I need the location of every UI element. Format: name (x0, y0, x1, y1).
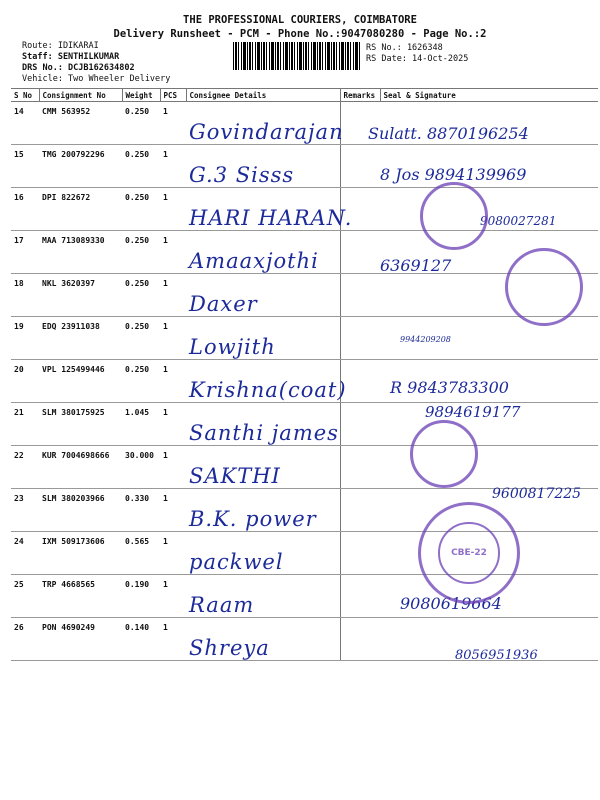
signature: 9944209208 (400, 335, 451, 344)
sno-cell: 15 (11, 145, 39, 188)
pcs-cell: 1 (160, 188, 186, 231)
signature: 9080027281 (480, 214, 557, 228)
handwritten-consignee: Krishna(coat) (189, 378, 347, 402)
handwritten-consignee: Shreya (189, 636, 270, 660)
staff-label: Staff: SENTHILKUMAR (22, 52, 120, 62)
sno-cell: 22 (11, 446, 39, 489)
sno-cell: 26 (11, 618, 39, 661)
remarks-cell (340, 446, 380, 489)
pcs-cell: 1 (160, 231, 186, 274)
handwritten-consignee: Santhi james (189, 421, 339, 445)
weight-cell: 0.250 (122, 360, 160, 403)
company-title: THE PROFESSIONAL COURIERS, COIMBATORE (183, 14, 417, 26)
consignee-cell (186, 446, 340, 489)
consignee-cell (186, 360, 347, 403)
remarks-cell (340, 489, 380, 532)
pcs-cell: 1 (160, 446, 186, 489)
barcode (233, 42, 361, 70)
consignment-cell: IXM 509173606 (39, 532, 122, 575)
table-row (11, 317, 598, 360)
consignment-cell: VPL 125499446 (39, 360, 122, 403)
weight-cell: 0.250 (122, 274, 160, 317)
col-pcs: PCS (160, 89, 186, 102)
weight-cell: 0.330 (122, 489, 160, 532)
route-label: Route: IDIKARAI (22, 41, 99, 51)
handwritten-consignee: Amaaxjothi (189, 249, 319, 273)
remarks-cell (340, 403, 380, 446)
consignment-cell: SLM 380203966 (39, 489, 122, 532)
signature: 8056951936 (455, 648, 538, 663)
weight-cell: 0.190 (122, 575, 160, 618)
consignment-cell: MAA 713089330 (39, 231, 122, 274)
consignment-cell: KUR 7004698666 (39, 446, 122, 489)
pcs-cell: 1 (160, 317, 186, 360)
remarks-cell (340, 618, 380, 661)
consignee-cell (186, 317, 340, 360)
handwritten-consignee: B.K. power (189, 507, 317, 531)
table-row (11, 446, 598, 489)
consignee-cell (186, 188, 353, 231)
handwritten-consignee: packwel (189, 550, 284, 574)
sno-cell: 21 (11, 403, 39, 446)
pcs-cell: 1 (160, 403, 186, 446)
stamp-text: CBE-22 (438, 522, 500, 584)
signature: 8 Jos 9894139969 (380, 165, 527, 184)
rs-date: RS Date: 14-Oct-2025 (366, 54, 469, 64)
sno-cell: 25 (11, 575, 39, 618)
handwritten-consignee: SAKTHI (189, 464, 281, 488)
consignee-cell (186, 145, 340, 188)
seal-stamp (420, 182, 488, 250)
consignment-cell: TMG 200792296 (39, 145, 122, 188)
signature: 9080619664 (400, 594, 502, 613)
seal-stamp (418, 502, 520, 604)
col-consignment: Consignment No (39, 89, 122, 102)
consignment-cell: SLM 380175925 (39, 403, 122, 446)
signature: 9600817225 (492, 486, 582, 502)
remarks-cell (340, 575, 380, 618)
sno-cell: 20 (11, 360, 39, 403)
vehicle-label: Vehicle: Two Wheeler Delivery (22, 74, 171, 84)
remarks-cell (340, 145, 380, 188)
consignee-cell (186, 489, 340, 532)
pcs-cell: 1 (160, 618, 186, 661)
sno-cell: 17 (11, 231, 39, 274)
consignee-cell (186, 403, 340, 446)
consignee-cell (186, 102, 344, 145)
weight-cell: 0.140 (122, 618, 160, 661)
remarks-cell (340, 317, 380, 360)
col-remarks: Remarks (340, 89, 380, 102)
weight-cell: 0.565 (122, 532, 160, 575)
runsheet-subtitle: Delivery Runsheet - PCM - Phone No.:9047080280 - Page No.:2 (113, 28, 487, 40)
handwritten-consignee: HARI HARAN. (189, 206, 353, 230)
pcs-cell: 1 (160, 102, 186, 145)
consignee-cell (186, 575, 340, 618)
signature: Sulatt. 8870196254 (368, 124, 529, 143)
pcs-cell: 1 (160, 575, 186, 618)
sno-cell: 18 (11, 274, 39, 317)
consignment-cell: EDQ 23911038 (39, 317, 122, 360)
handwritten-consignee: G.3 Sisss (189, 163, 295, 187)
handwritten-consignee: Govindarajan (189, 120, 344, 144)
sno-cell: 23 (11, 489, 39, 532)
handwritten-consignee: Lowjith (189, 335, 276, 359)
pcs-cell: 1 (160, 532, 186, 575)
pcs-cell: 1 (160, 489, 186, 532)
remarks-cell (340, 532, 380, 575)
sno-cell: 14 (11, 102, 39, 145)
weight-cell: 1.045 (122, 403, 160, 446)
signature: 9894619177 (425, 403, 521, 421)
seal-stamp (410, 420, 478, 488)
pcs-cell: 1 (160, 360, 186, 403)
sno-cell: 16 (11, 188, 39, 231)
consignment-cell: PON 4690249 (39, 618, 122, 661)
drs-number: DRS No.: DCJB162634802 (22, 63, 135, 73)
pcs-cell: 1 (160, 145, 186, 188)
handwritten-consignee: Raam (189, 593, 255, 617)
weight-cell: 0.250 (122, 188, 160, 231)
consignee-cell (186, 618, 340, 661)
signature: 6369127 (380, 256, 452, 275)
consignee-cell (186, 274, 340, 317)
col-sno: S No (11, 89, 39, 102)
signature: R 9843783300 (390, 378, 509, 397)
consignment-cell: TRP 4668565 (39, 575, 122, 618)
consignment-cell: DPI 822672 (39, 188, 122, 231)
seal-stamp (505, 248, 583, 326)
weight-cell: 0.250 (122, 231, 160, 274)
sno-cell: 24 (11, 532, 39, 575)
table-row (11, 360, 598, 403)
weight-cell: 0.250 (122, 317, 160, 360)
col-weight: Weight (122, 89, 160, 102)
pcs-cell: 1 (160, 274, 186, 317)
weight-cell: 0.250 (122, 145, 160, 188)
consignment-cell: NKL 3620397 (39, 274, 122, 317)
sno-cell: 19 (11, 317, 39, 360)
weight-cell: 0.250 (122, 102, 160, 145)
remarks-cell (340, 231, 380, 274)
col-seal-signature: Seal & Signature (380, 89, 598, 102)
consignment-cell: CMM 563952 (39, 102, 122, 145)
col-consignee: Consignee Details (186, 89, 340, 102)
rs-number: RS No.: 1626348 (366, 43, 443, 53)
handwritten-consignee: Daxer (189, 292, 258, 316)
remarks-cell (340, 274, 380, 317)
consignee-cell (186, 231, 340, 274)
weight-cell: 30.000 (122, 446, 160, 489)
table-header-row (11, 89, 598, 102)
consignee-cell (186, 532, 340, 575)
